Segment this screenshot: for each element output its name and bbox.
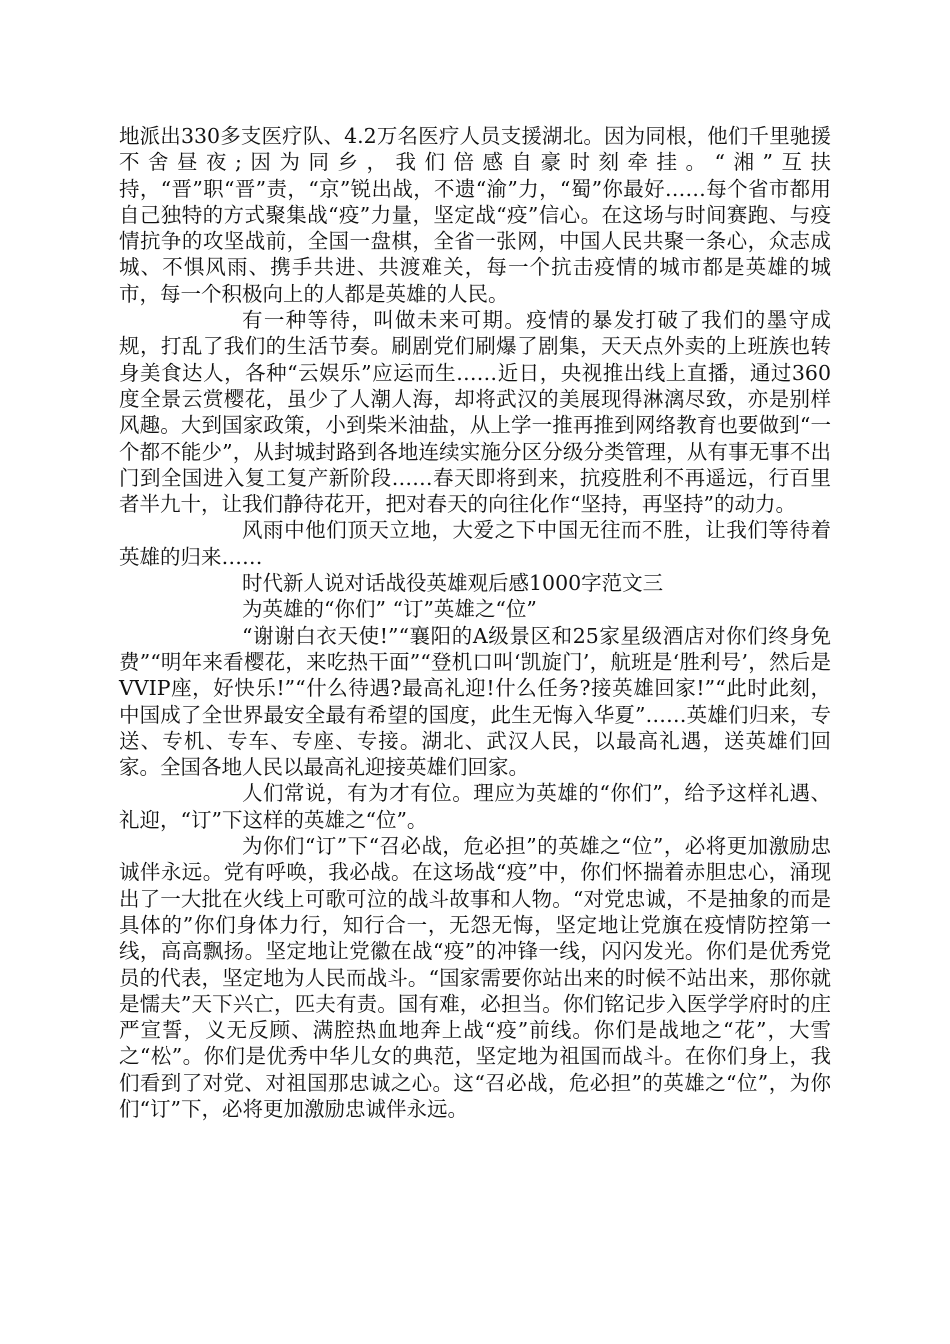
paragraph-future-awaits: 有一种等待，叫做未来可期。疫情的暴发打破了我们的墨守成规，打乱了我们的生活节奏。刷剧党们刷爆了剧集，天天点外卖的上班族也转身美食达人，各种“云娱乐”应运而生……近日，央视推出线上直播，通过360度全景云赏樱花，虽少了人潮人海，却将武汉的美展现得淋漓尽致，亦是别样风趣。大到国家政策，小到柴米油盐，从上学一推再推到网络教育也要做到“一个都不能少”，从封城封路到各地连续实施分区分级分类管理，从有事无事不出门到全国进入复工复产新阶段……春天即将到来，抗疫胜利不再遥远，行百里者半九十，让我们静待花开，把对春天的向往化作“坚持，再坚持”的动力。 (119, 308, 831, 517)
document-body (119, 123, 831, 1122)
paragraph-loyalty: 为你们“订”下“召必战，危必担”的英雄之“位”，必将更加激励忠诚伴永远。党有呼唤，我必战。在这场战“疫”中，你们怀揣着赤胆忠心，涌现出了一大批在火线上可歌可泣的战斗故事和人物。“对党忠诚，不是抽象的而是具体的”你们身体力行，知行合一，无怨无悔，坚定地让党旗在疫情防控第一线，高高飘扬。坚定地让党徽在战“疫”的冲锋一线，闪闪发光。你们是优秀党员的代表，坚定地为人民而战斗。“国家需要你站出来的时候不站出来，那你就是懦夫”天下兴亡，匹夫有责。国有难，必担当。你们铭记步入医学学府时的庄严宣誓，义无反顾、满腔热血地奔上战“疫”前线。你们是战地之“花”，大雪之“松”。你们是优秀中华儿女的典范，坚定地为祖国而战斗。在你们身上，我们看到了对党、对祖国那忠诚之心。这“召必战，危必担”的英雄之“位”，为你们“订”下，必将更加激励忠诚伴永远。 (119, 834, 831, 1121)
paragraph-position: 人们常说，有为才有位。理应为英雄的“你们”，给予这样礼遇、礼迎，“订”下这样的英雄之“位”。 (119, 781, 831, 832)
section-heading: 时代新人说对话战役英雄观后感1000字范文三 (242, 571, 664, 596)
paragraph-support-hubei: 地派出330多支医疗队、4.2万名医疗人员支援湖北。因为同根，他们千里驰援不舍昼夜;因为同乡，我们倍感自豪时刻牵挂。“湘”互扶持，“晋”职“晋”责，“京”锐出战，不遗“渝”力，“蜀”你最好……每个省市都用自己独特的方式聚集战“疫”力量，坚定战“疫”信心。在这场与时间赛跑、与疫情抗争的攻坚战前，全国一盘棋，全省一张网，中国人民共聚一条心，众志成城、不惧风雨、携手共进、共渡难关，每一个抗击疫情的城市都是英雄的城市，每一个积极向上的人都是英雄的人民。 (119, 124, 831, 306)
section-subheading: 为英雄的“你们” “订”英雄之“位” (242, 597, 537, 622)
paragraph-heroes-return: 风雨中他们顶天立地，大爱之下中国无往而不胜，让我们等待着英雄的归来…… (119, 518, 831, 569)
paragraph-thank-angels: “谢谢白衣天使!”“襄阳的A级景区和25家星级酒店对你们终身免费”“明年来看樱花，来吃热干面”“登机口叫‘凯旋门’，航班是‘胜利号’，然后是VVIP座，好快乐!”“什么待遇?最高礼迎!什么任务?接英雄回家!”“此时此刻，中国成了全世界最安全最有希望的国度，此生无悔入华夏”……英雄们归来，专送、专机、专车、专座、专接。湖北、武汉人民，以最高礼遇，送英雄们回家。全国各地人民以最高礼迎接英雄们回家。 (119, 623, 831, 780)
